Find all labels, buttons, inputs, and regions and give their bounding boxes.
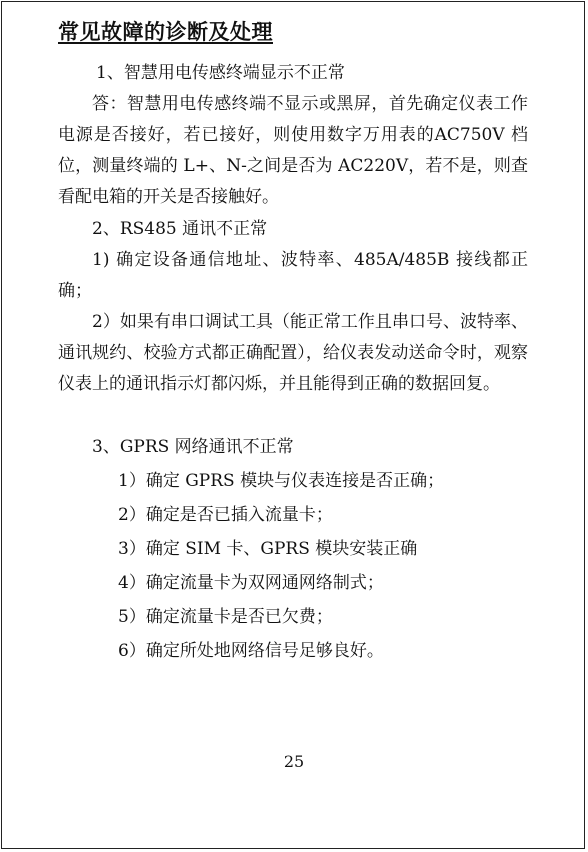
section-2-heading: 2、RS485 通讯不正常 — [92, 219, 268, 239]
section-3-item-5: 5）确定流量卡是否已欠费； — [118, 607, 333, 627]
section-3-item-4: 4）确定流量卡为双网通网络制式； — [118, 573, 384, 593]
page-number: 25 — [283, 752, 305, 771]
section-2-item-1: 1) 确定设备通信地址、波特率、485A/485B 接线都正确； — [58, 250, 528, 301]
section-3-item-6: 6）确定所处地网络信号足够良好。 — [118, 641, 384, 661]
section-1-heading: 1、智慧用电传感终端显示不正常 — [96, 63, 345, 83]
section-3-item-2: 2）确定是否已插入流量卡； — [118, 505, 333, 525]
section-3-heading: 3、GPRS 网络通讯不正常 — [92, 437, 294, 457]
section-3-item-3: 3）确定 SIM 卡、GPRS 模块安装正确 — [118, 539, 418, 559]
section-2-item-2: 2）如果有串口调试工具（能正常工作且串口号、波特率、通讯规约、校验方式都正确配置），给仪表发动送命令时，观察仪表上的通讯指示灯都闪烁，并且能得到正确的数据回复。 — [58, 312, 528, 394]
section-1-answer: 答：智慧用电传感终端不显示或黑屏，首先确定仪表工作电源是否接好，若已接好，则使用数字万用表的AC750V 档位，测量终端的 L+、N-之间是否为 AC220V，若不是，则查看配电箱的开关是否接触好。 — [58, 94, 528, 207]
page-title: 常见故障的诊断及处理 — [58, 19, 273, 44]
section-3-item-1: 1）确定 GPRS 模块与仪表连接是否正确； — [118, 471, 445, 491]
